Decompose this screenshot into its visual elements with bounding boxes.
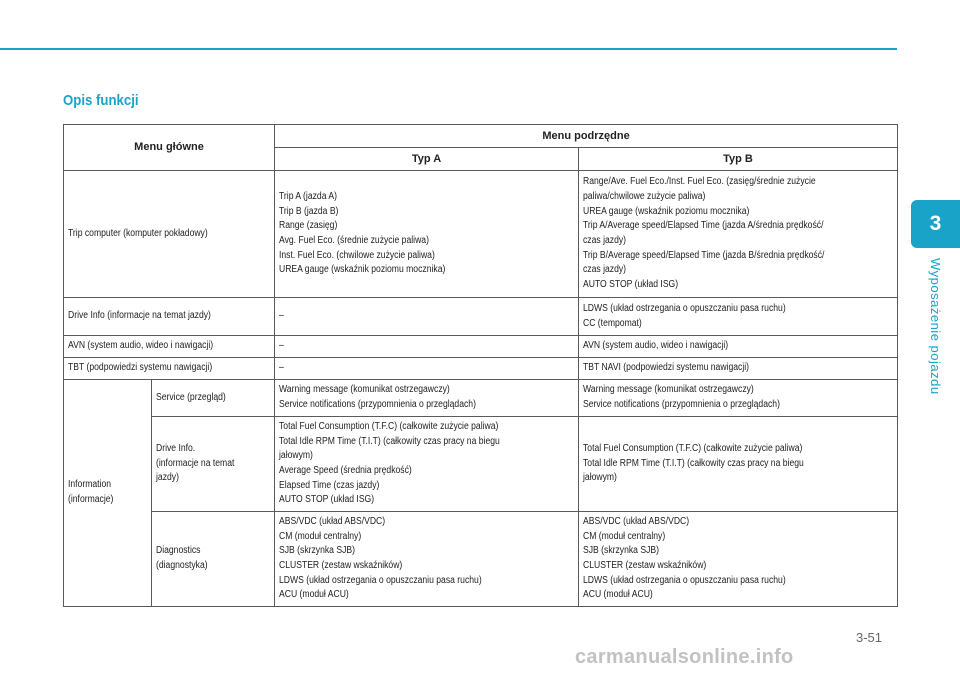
cell-line: AUTO STOP (układ ISG) [279,494,375,506]
cell-line: UREA gauge (wskaźnik poziomu mocznika) [279,264,446,276]
cell-line: ABS/VDC (układ ABS/VDC) [583,515,690,527]
cell-line: (informacje) [68,494,114,505]
table-row [64,380,898,417]
cell-type-b [579,171,898,298]
table-header-row [64,125,898,148]
cell-line: – [279,310,284,322]
cell-line: (diagnostyka) [156,560,208,571]
cell-type-b [579,417,898,512]
cell-line: Elapsed Time (czas jazdy) [279,479,380,491]
table-row [64,336,898,358]
header-type-a: Typ A [275,148,579,171]
header-submenu: Menu podrzędne [275,125,898,148]
cell-type-a [275,298,579,336]
cell-line: – [279,340,284,352]
table-row [64,298,898,336]
cell-line: ABS/VDC (układ ABS/VDC) [279,515,386,527]
cell-sub [152,512,275,607]
cell-line: Information [68,479,112,491]
cell-sub [152,417,275,512]
watermark: carmanualsonline.info [575,646,794,668]
cell-line: Trip A/Average speed/Elapsed Time (jazda A/średnia prędkość/ [583,220,824,232]
section-title: Opis funkcji [63,92,139,109]
cell-sub [152,380,275,417]
table-row [64,358,898,380]
cell-line: Range/Ave. Fuel Eco./Inst. Fuel Eco. (zasięg/średnie zużycie [583,176,816,188]
cell-line: Average Speed (średnia prędkość) [279,465,412,476]
cell-main: TBT (podpowiedzi systemu nawigacji) [64,358,275,380]
header-type-b: Typ B [579,148,898,171]
cell-type-b [579,358,898,380]
cell-type-b [579,298,898,336]
cell-line: CLUSTER (zestaw wskaźników) [279,560,403,571]
chapter-tab[interactable]: 3 [911,200,960,248]
cell-line: Range (zasięg) [279,220,338,232]
cell-line: (informacje na temat [156,457,235,469]
cell-main: Drive Info (informacje na temat jazdy) [64,298,275,336]
cell-line: CM (moduł centralny) [279,530,362,542]
cell-type-a [275,336,579,358]
cell-line: czas jazdy) [583,235,627,246]
cell-line: ACU (moduł ACU) [583,589,653,601]
cell-line: Trip B/Average speed/Elapsed Time (jazda B/średnia prędkość/ [583,249,825,261]
cell-line: Drive Info. [156,442,196,454]
cell-line: SJB (skrzynka SJB) [583,545,660,557]
cell-type-a [275,171,579,298]
cell-line: CLUSTER (zestaw wskaźników) [583,560,707,571]
cell-line: Service notifications (przypomnienia o przeglądach) [583,399,780,410]
cell-line: Total Idle RPM Time (T.I.T) (całkowity czas pracy na biegu [583,457,804,469]
cell-line: Warning message (komunikat ostrzegawczy) [279,384,450,396]
cell-line: Service notifications (przypomnienia o przeglądach) [279,399,476,410]
header-rule [0,48,897,50]
function-table [63,124,898,607]
cell-type-a [275,358,579,380]
cell-line: jałowym) [583,472,617,484]
cell-line: LDWS (układ ostrzegania o opuszczaniu pasa ruchu) [279,574,482,586]
table-row [64,512,898,607]
cell-line: Avg. Fuel Eco. (średnie zużycie paliwa) [279,235,429,246]
cell-type-a [275,512,579,607]
cell-type-b [579,512,898,607]
cell-line: Total Fuel Consumption (T.F.C) (całkowite zużycie paliwa) [583,442,803,454]
cell-line: TBT NAVI (podpowiedzi systemu nawigacji) [583,362,750,374]
cell-main: Trip computer (komputer pokładowy) [64,171,275,298]
cell-type-b [579,336,898,358]
cell-line: Trip B (jazda B) [279,205,339,217]
cell-line: jałowym) [279,450,313,462]
cell-line: LDWS (układ ostrzegania o opuszczaniu pasa ruchu) [583,574,786,586]
cell-line: jazdy) [156,472,179,484]
cell-line: ACU (moduł ACU) [279,589,349,601]
cell-line: SJB (skrzynka SJB) [279,545,356,557]
cell-line: CC (tempomat) [583,317,642,329]
cell-line: Total Fuel Consumption (T.F.C) (całkowite zużycie paliwa) [279,420,499,432]
cell-line: AUTO STOP (układ ISG) [583,279,679,291]
cell-line: Diagnostics [156,545,201,557]
header-main-menu: Menu główne [64,125,275,171]
cell-line: CM (moduł centralny) [583,530,666,542]
cell-main: AVN (system audio, wideo i nawigacji) [64,336,275,358]
page-number: 3-51 [856,630,883,645]
cell-line: Warning message (komunikat ostrzegawczy) [583,384,754,396]
cell-line: Trip A (jazda A) [279,190,338,202]
cell-line: Inst. Fuel Eco. (chwilowe zużycie paliwa) [279,249,435,261]
cell-line: czas jazdy) [583,264,627,276]
cell-main-information [64,380,152,607]
table-row [64,417,898,512]
cell-line: – [279,362,284,374]
cell-line: LDWS (układ ostrzegania o opuszczaniu pasa ruchu) [583,302,786,314]
cell-line: AVN (system audio, wideo i nawigacji) [583,340,729,352]
cell-type-b [579,380,898,417]
table-row [64,171,898,298]
cell-type-a [275,380,579,417]
cell-line: Total Idle RPM Time (T.I.T) (całkowity czas pracy na biegu [279,435,500,447]
cell-line: Service (przegląd) [156,391,226,403]
chapter-label: Wyposażenie pojazdu [928,258,943,395]
cell-line: paliwa/chwilowe zużycie paliwa) [583,190,706,202]
cell-type-a [275,417,579,512]
cell-line: UREA gauge (wskaźnik poziomu mocznika) [583,205,750,217]
